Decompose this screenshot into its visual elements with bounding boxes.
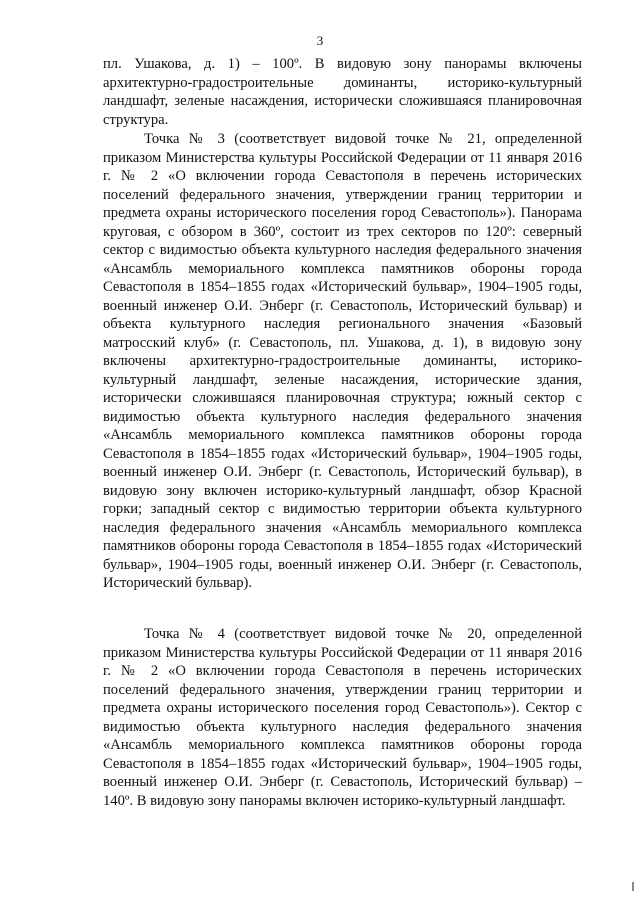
paragraph-point-4 [103, 625, 582, 810]
paragraph-point-3 [103, 130, 582, 593]
scan-edge-mark [632, 882, 634, 891]
page-number: 3 [316, 33, 324, 48]
paragraph-text: Точка № 4 (соответствует видовой точке № 20, определенной приказом Министерства культуры Российской Федерации от 11 января 2016 г. № 2 «О включении города Севастополя в перечень исторических поселений федерального значения, утверждении границ территории и предмета охраны исторического поселения город Севастополь»). Сектор с видимостью объекта культурного наследия федерального значения «Ансамбль мемориального комплекса памятников обороны города Севастополя в 1854–1855 годах «Исторический бульвар», 1904–1905 годы, военный инженер О.И. Энберг (г. Севастополь, Исторический бульвар) – 140º. В видовую зону панорамы включен историко-культурный ландшафт. [103, 626, 582, 809]
paragraph-continuation [103, 55, 582, 129]
paragraph-text: пл. Ушакова, д. 1) – 100º. В видовую зону панорамы включены архитектурно-градостроительные доминанты, историко-культурный ландшафт, зеленые насаждения, исторически сложившаяся планировочная структура. [103, 56, 582, 128]
paragraph-text: Точка № 3 (соответствует видовой точке № 21, определенной приказом Министерства культуры Российской Федерации от 11 января 2016 г. № 2 «О включении города Севастополя в перечень исторических поселений федерального значения, утверждении границ территории и предмета охраны исторического поселения город Севастополь»). Панорама круговая, с обзором в 360º, состоит из трех секторов по 120º: северный сектор с видимостью объекта культурного наследия федерального значения «Ансамбль мемориального комплекса памятников обороны города Севастополя в 1854–1855 годах «Исторический бульвар», 1904–1905 годы, военный инженер О.И. Энберг (г. Севастополь, Исторический бульвар) и объекта культурного наследия регионального значения «Базовый матросский клуб» (г. Севастополь, пл. Ушакова, д. 1), в видовую зону включены архитектурно-градостроительные доминанты, историко-культурный ландшафт, зеленые насаждения, исторические здания, исторически сложившаяся планировочная структура; южный сектор с видимостью объекта культурного наследия федерального значения «Ансамбль мемориального комплекса памятников обороны города Севастополя в 1854–1855 годах «Исторический бульвар», 1904–1905 годы, военный инженер О.И. Энберг (г. Севастополь, Исторический бульвар), в видовую зону включен историко-культурный ландшафт, обзор Красной горки; западный сектор с видимостью территории объекта культурного наследия федерального значения «Ансамбль мемориального комплекса памятников обороны города Севастополя в 1854–1855 годах «Исторический бульвар», 1904–1905 годы, военный инженер О.И. Энберг (г. Севастополь, Исторический бульвар). [103, 131, 582, 591]
